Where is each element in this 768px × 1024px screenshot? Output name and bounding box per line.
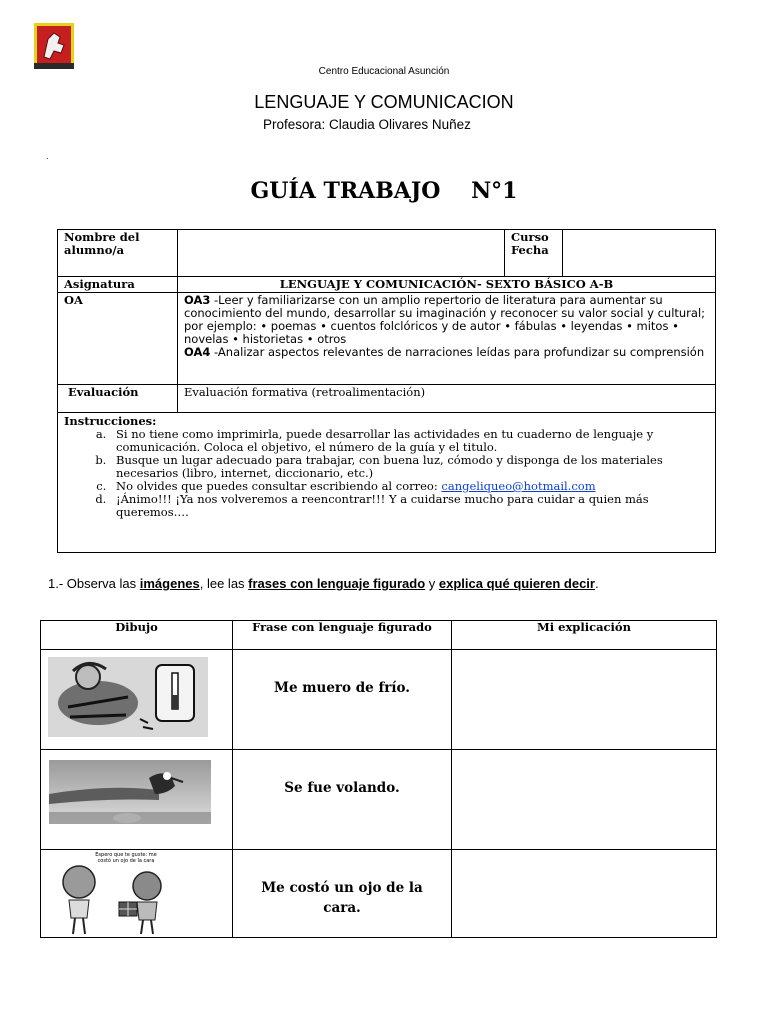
- person-freezing-thermometer-image: [48, 657, 208, 737]
- name-label: Nombre del alumno/a: [58, 230, 178, 277]
- course-label: Curso: [511, 230, 549, 244]
- explanation-answer-cell[interactable]: [452, 850, 717, 938]
- column-header-drawing: Dibujo: [41, 621, 233, 650]
- date-label: Fecha: [511, 243, 549, 257]
- picture-cell: [41, 650, 233, 750]
- instruction-item: d. ¡Ánimo!!! ¡Ya nos volveremos a reencontrar!!! Y a cuidarse mucho para cuidar a quien más queremos….: [110, 493, 709, 519]
- phrase-cell: Me costó un ojo de la cara.: [233, 850, 452, 938]
- table-row: [41, 650, 717, 750]
- school-logo: [34, 23, 74, 69]
- phrase-cell: Se fue volando.: [233, 750, 452, 850]
- email-link[interactable]: cangeliqueo@hotmail.com: [441, 479, 596, 493]
- instruction-item: a. Si no tiene como imprimirla, puede desarrollar las actividades en tu cuaderno de lenguaje y comunicación. Coloca el objetivo, el número de la guía y el titulo.: [110, 428, 709, 454]
- school-name: Centro Educacional Asunción: [318, 66, 450, 77]
- oa4-code: OA4: [184, 345, 211, 359]
- evaluation-label: Evaluación: [58, 385, 178, 413]
- stray-dot: .: [46, 152, 49, 161]
- course-date-field[interactable]: [563, 230, 716, 277]
- roadrunner-running-image: [49, 760, 211, 824]
- explanation-answer-cell[interactable]: [452, 750, 717, 850]
- instructions-label: Instrucciones:: [64, 414, 157, 428]
- column-header-explanation: Mi explicación: [452, 621, 717, 650]
- subject-title: LENGUAJE Y COMUNICACION: [254, 92, 514, 112]
- oa4-text: -Analizar aspectos relevantes de narraciones leídas para profundizar su comprensión: [210, 345, 705, 359]
- phrase-cell: Me muero de frío.: [233, 650, 452, 750]
- picture-cell: [41, 750, 233, 850]
- prompt-keyword-images: imágenes: [139, 576, 200, 591]
- prompt-text: , lee las: [199, 576, 249, 591]
- subject-value: LENGUAJE Y COMUNICACIÓN- SEXTO BÁSICO A-B: [178, 277, 716, 293]
- prompt-keyword-phrases: frases con lenguaje figurado: [248, 576, 426, 591]
- student-info-table: [57, 229, 716, 553]
- oa3-objective: [184, 294, 709, 346]
- instructions-cell: [58, 413, 716, 553]
- two-kids-gift-image: [51, 852, 181, 936]
- instruction-text: No olvides que puedes consultar escribiendo al correo:: [116, 479, 442, 493]
- table-row: [41, 850, 717, 938]
- name-field[interactable]: [178, 230, 505, 277]
- prompt-text: 1.- Observa las: [48, 576, 140, 591]
- oa3-code: OA3: [184, 293, 211, 307]
- instruction-item: b. Busque un lugar adecuado para trabajar, con buena luz, cómodo y disponga de los materiales necesarios (libro, internet, diccionario, etc.): [110, 454, 709, 480]
- subject-label: Asignatura: [58, 277, 178, 293]
- evaluation-value: Evaluación formativa (retroalimentación): [178, 385, 716, 413]
- picture-cell: [41, 850, 233, 938]
- column-header-phrase: Frase con lenguaje figurado: [233, 621, 452, 650]
- prompt-keyword-explain: explica qué quieren decir: [438, 576, 595, 591]
- guide-title: GUÍA TRABAJO N°1: [250, 178, 518, 204]
- explanation-answer-cell[interactable]: [452, 650, 717, 750]
- oa-label: OA: [58, 293, 178, 385]
- teacher-name: Profesora: Claudia Olivares Nuñez: [263, 117, 471, 132]
- instructions-list: [64, 428, 709, 519]
- comic-speech-bubble: Espero que te guste: me costó un ojo de la cara: [95, 852, 157, 864]
- exercise-prompt: [48, 576, 728, 592]
- prompt-text: y: [425, 576, 439, 591]
- table-row: [41, 750, 717, 850]
- course-date-label: [505, 230, 563, 277]
- oa-description: [178, 293, 716, 385]
- oa4-objective: [184, 346, 709, 359]
- prompt-text: .: [594, 576, 599, 591]
- figurative-language-table: [40, 620, 717, 938]
- oa3-text: -Leer y familiarizarse con un amplio repertorio de literatura para aumentar su conocimiento del mundo, desarrollar su imaginación y reconocer su valor social y cultural; por ejemplo: • poemas • cuentos folclóricos y de autor • fábulas • leyendas • mitos • novelas • historietas • otros: [184, 293, 706, 346]
